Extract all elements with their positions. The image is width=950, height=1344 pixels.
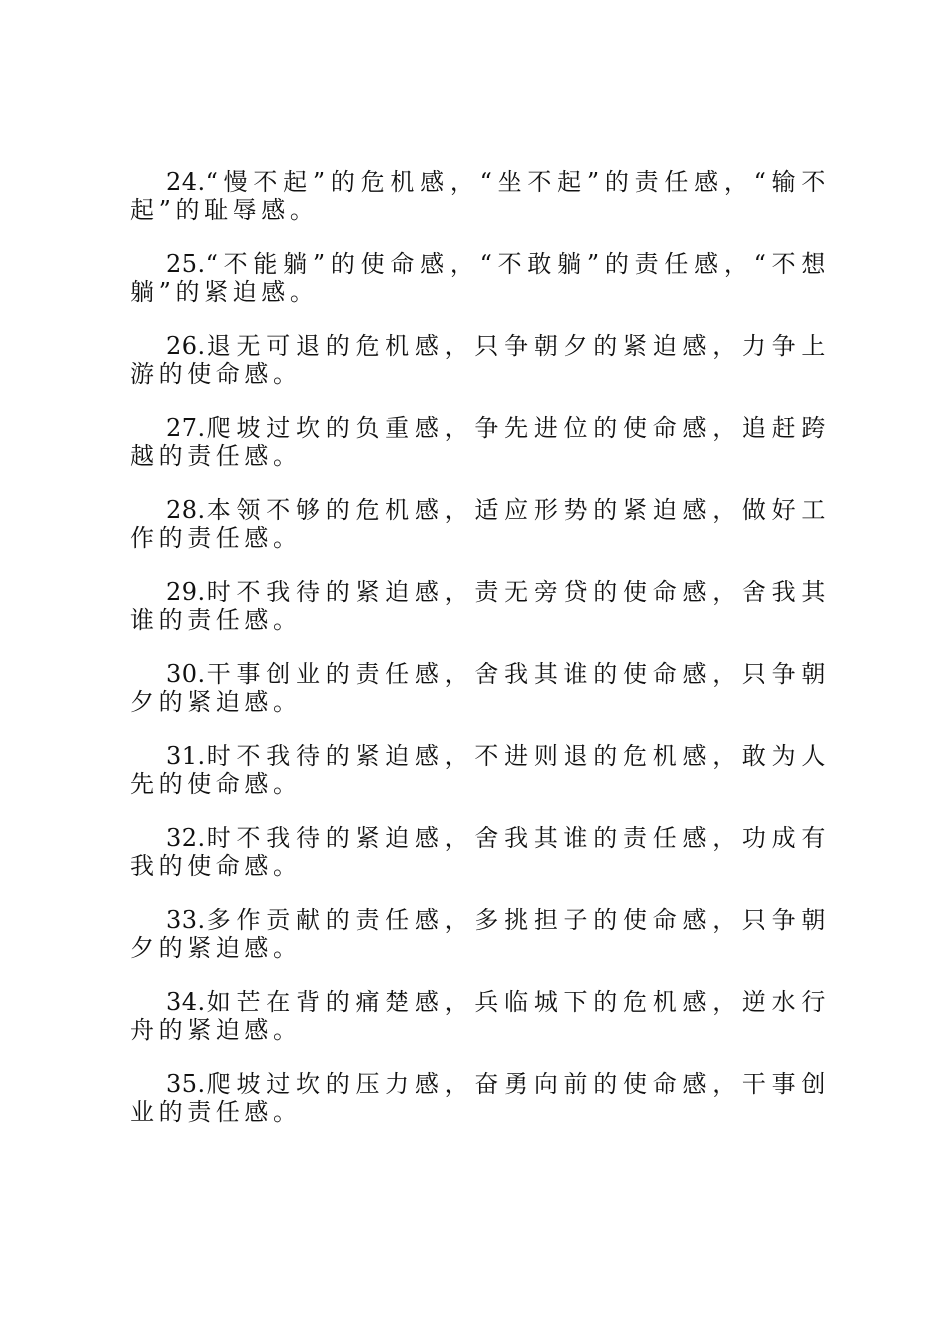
item-number: 29. (166, 578, 206, 606)
item-text: 时不我待的紧迫感，舍我其谁的责任感，功成有我的使命感。 (130, 824, 830, 880)
item-number: 30. (166, 660, 206, 688)
item-text: 爬坡过坎的压力感，奋勇向前的使命感，干事创业的责任感。 (130, 1070, 830, 1126)
item-text: 如芒在背的痛楚感，兵临城下的危机感，逆水行舟的紧迫感。 (130, 988, 830, 1044)
item-text: 退无可退的危机感，只争朝夕的紧迫感，力争上游的使命感。 (130, 332, 830, 388)
list-item (130, 250, 830, 306)
list-item (130, 742, 830, 798)
item-text: 本领不够的危机感，适应形势的紧迫感，做好工作的责任感。 (130, 496, 830, 552)
list-item (130, 168, 830, 224)
list-item (130, 496, 830, 552)
list-item (130, 906, 830, 962)
item-text: 时不我待的紧迫感，不进则退的危机感，敢为人先的使命感。 (130, 742, 830, 798)
item-number: 27. (166, 414, 206, 442)
item-number: 24. (166, 168, 206, 196)
list-item (130, 988, 830, 1044)
item-number: 26. (166, 332, 206, 360)
item-text: 多作贡献的责任感，多挑担子的使命感，只争朝夕的紧迫感。 (130, 906, 830, 962)
item-text: “慢不起”的危机感，“坐不起”的责任感，“输不起”的耻辱感。 (130, 168, 830, 224)
item-text: 时不我待的紧迫感，责无旁贷的使命感，舍我其谁的责任感。 (130, 578, 830, 634)
document-body (130, 168, 830, 1152)
list-item (130, 660, 830, 716)
item-number: 25. (166, 250, 206, 278)
item-number: 31. (166, 742, 206, 770)
list-item (130, 332, 830, 388)
item-number: 33. (166, 906, 206, 934)
item-number: 34. (166, 988, 206, 1016)
item-text: 干事创业的责任感，舍我其谁的使命感，只争朝夕的紧迫感。 (130, 660, 830, 716)
list-item (130, 1070, 830, 1126)
list-item (130, 414, 830, 470)
item-number: 35. (166, 1070, 206, 1098)
list-item (130, 824, 830, 880)
item-number: 32. (166, 824, 206, 852)
item-text: 爬坡过坎的负重感，争先进位的使命感，追赶跨越的责任感。 (130, 414, 830, 470)
item-text: “不能躺”的使命感，“不敢躺”的责任感，“不想躺”的紧迫感。 (130, 250, 830, 306)
item-number: 28. (166, 496, 206, 524)
list-item (130, 578, 830, 634)
